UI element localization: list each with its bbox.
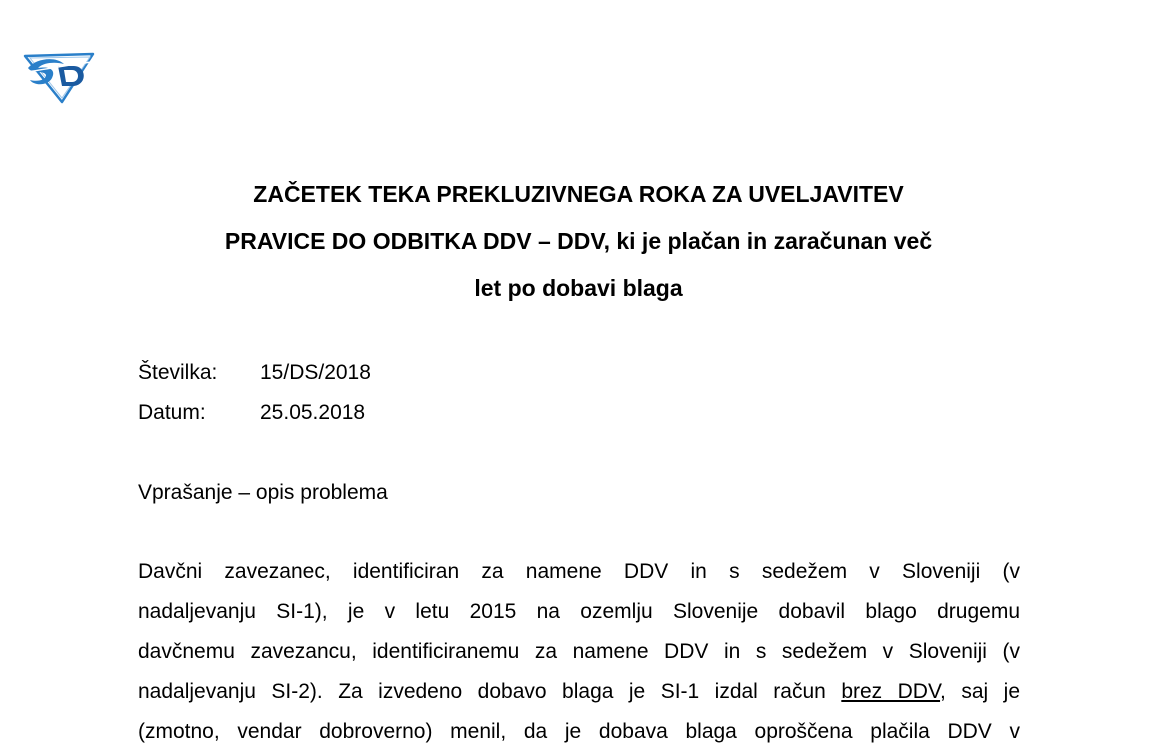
- paragraph-line-with-underline: [138, 680, 1020, 720]
- document-title-line-1: ZAČETEK TEKA PREKLUZIVNEGA ROKA ZA UVELJAVITEV: [253, 181, 904, 207]
- body-paragraph: [138, 560, 1020, 743]
- line-text-after: , saj je: [940, 680, 1020, 703]
- number-label: Številka:: [138, 361, 218, 384]
- line-text-before: nadaljevanju SI-2). Za izvedeno dobavo blaga je SI-1 izdal račun: [138, 680, 842, 703]
- document-title-line-2: PRAVICE DO ODBITKA DDV – DDV, ki je plačan in zaračunan več: [224, 228, 933, 254]
- date-value: 25.05.2018: [260, 401, 366, 424]
- paragraph-line: Davčni zavezanec, identificiran za namene DDV in s sedežem v Sloveniji (v: [138, 560, 1020, 583]
- number-value: 15/DS/2018: [260, 361, 371, 384]
- paragraph-line: nadaljevanju SI-1), je v letu 2015 na ozemlju Slovenije dobavil blago drugemu: [138, 600, 1020, 623]
- document-number-row: [138, 361, 538, 385]
- date-label: Datum:: [138, 401, 206, 424]
- paragraph-line: (zmotno, vendar dobroverno) menil, da je dobava blaga oproščena plačila DDV v: [138, 720, 1020, 743]
- section-heading: Vprašanje – opis problema: [138, 481, 388, 504]
- underlined-phrase: brez DDV: [841, 680, 941, 703]
- company-logo: [22, 48, 96, 104]
- paragraph-line: davčnemu zavezancu, identificiranemu za namene DDV in s sedežem v Sloveniji (v: [138, 640, 1020, 663]
- document-title-line-3: let po dobavi blaga: [474, 275, 683, 301]
- document-date-row: [138, 401, 538, 425]
